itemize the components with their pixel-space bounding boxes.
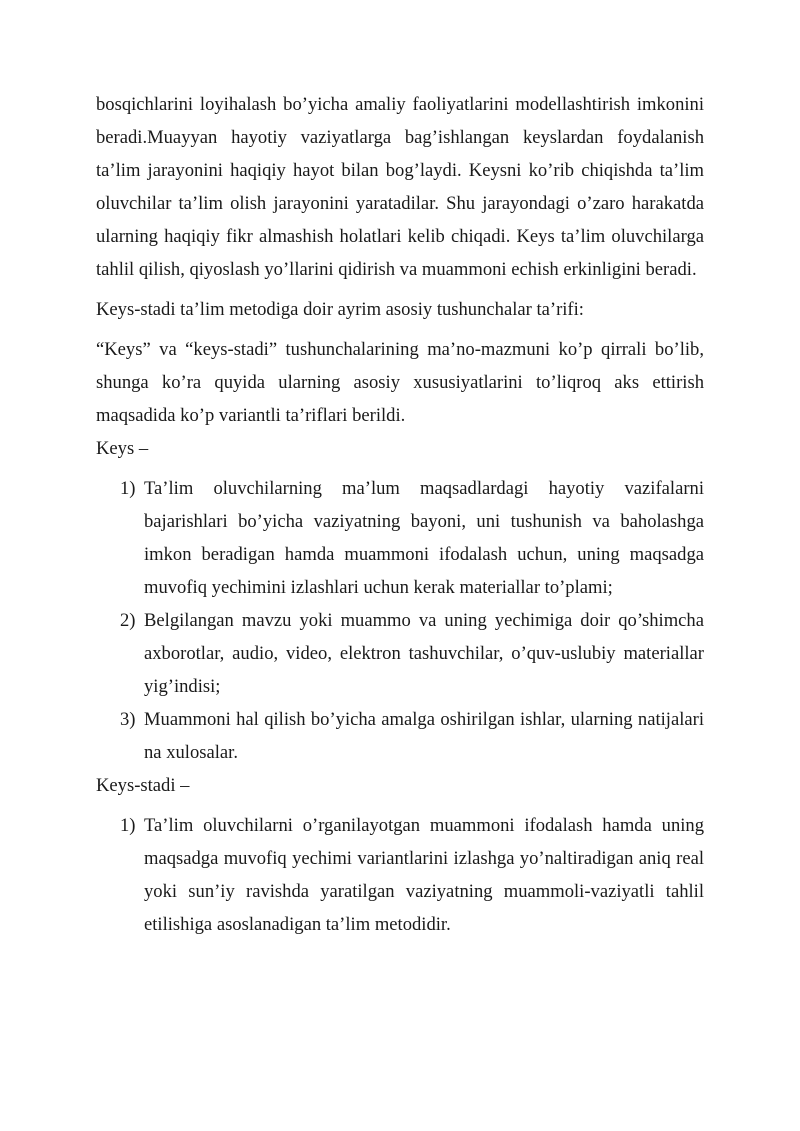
list-item: [96, 472, 704, 604]
list-item-text: Belgilangan mavzu yoki muammo va uning yechimiga doir qo’shimcha axborotlar, audio, video, elektron tashuvchilar, o’quv-uslubiy materiallar yig’indisi;: [144, 610, 704, 697]
list-item-number: 3): [120, 709, 136, 730]
list-item-number: 1): [120, 478, 136, 499]
list-item-text: Muammoni hal qilish bo’yicha amalga oshirilgan ishlar, ularning natijalari na xulosalar.: [144, 709, 704, 763]
keys-stadi-definition-list: [96, 809, 704, 941]
definitions-heading: Keys-stadi ta’lim metodiga doir ayrim asosiy tushunchalar ta’rifi:: [96, 299, 584, 320]
list-item-number: 1): [120, 815, 136, 836]
list-item-text: Ta’lim oluvchilarni o’rganilayotgan muammoni ifodalash hamda uning maqsadga muvofiq yechimi variantlarini izlashga yo’naltiradigan aniq real yoki sun’iy ravishda yaratilgan vaziyatning muammoli-vaziyatli tahlil etilishiga asoslanadigan ta’lim metodidir.: [144, 815, 704, 935]
list-item: [96, 604, 704, 703]
keys-section-label: Keys –: [96, 438, 149, 459]
document-page: [96, 88, 704, 941]
keys-definition-list: [96, 472, 704, 769]
list-item: [96, 703, 704, 769]
list-item: [96, 809, 704, 941]
intro-paragraph: bosqichlarini loyihalash bo’yicha amaliy faoliyatlarini modellashtirish imkonini beradi.Muayyan hayotiy vaziyatlarga bag’ishlangan keyslardan foydalanish ta’lim jarayonini haqiqiy hayot bilan bog’laydi. Keysni ko’rib chiqishda ta’lim oluvchilar ta’lim olish jarayonini yaratadilar. Shu jarayondagi o’zaro harakatda ularning haqiqiy fikr almashish holatlari kelib chiqadi. Keys ta’lim oluvchilarga tahlil qilish, qiyoslash yo’llarini qidirish va muammoni echish erkinligini beradi.: [96, 94, 704, 280]
list-item-text: Ta’lim oluvchilarning ma’lum maqsadlardagi hayotiy vazifalarni bajarishlari bo’yicha vaziyatning bayoni, uni tushunish va baholashga imkon beradigan hamda muammoni ifodalash uchun, uning maqsadga muvofiq yechimini izlashlari uchun kerak materiallar to’plami;: [144, 478, 704, 598]
list-item-number: 2): [120, 610, 136, 631]
keys-stadi-section-label: Keys-stadi –: [96, 775, 190, 796]
definitions-paragraph: “Keys” va “keys-stadi” tushunchalarining ma’no-mazmuni ko’p qirrali bo’lib, shunga ko’ra quyida ularning asosiy xususiyatlarini to’liqroq aks ettirish maqsadida ko’p variantli ta’riflari berildi.: [96, 339, 704, 426]
